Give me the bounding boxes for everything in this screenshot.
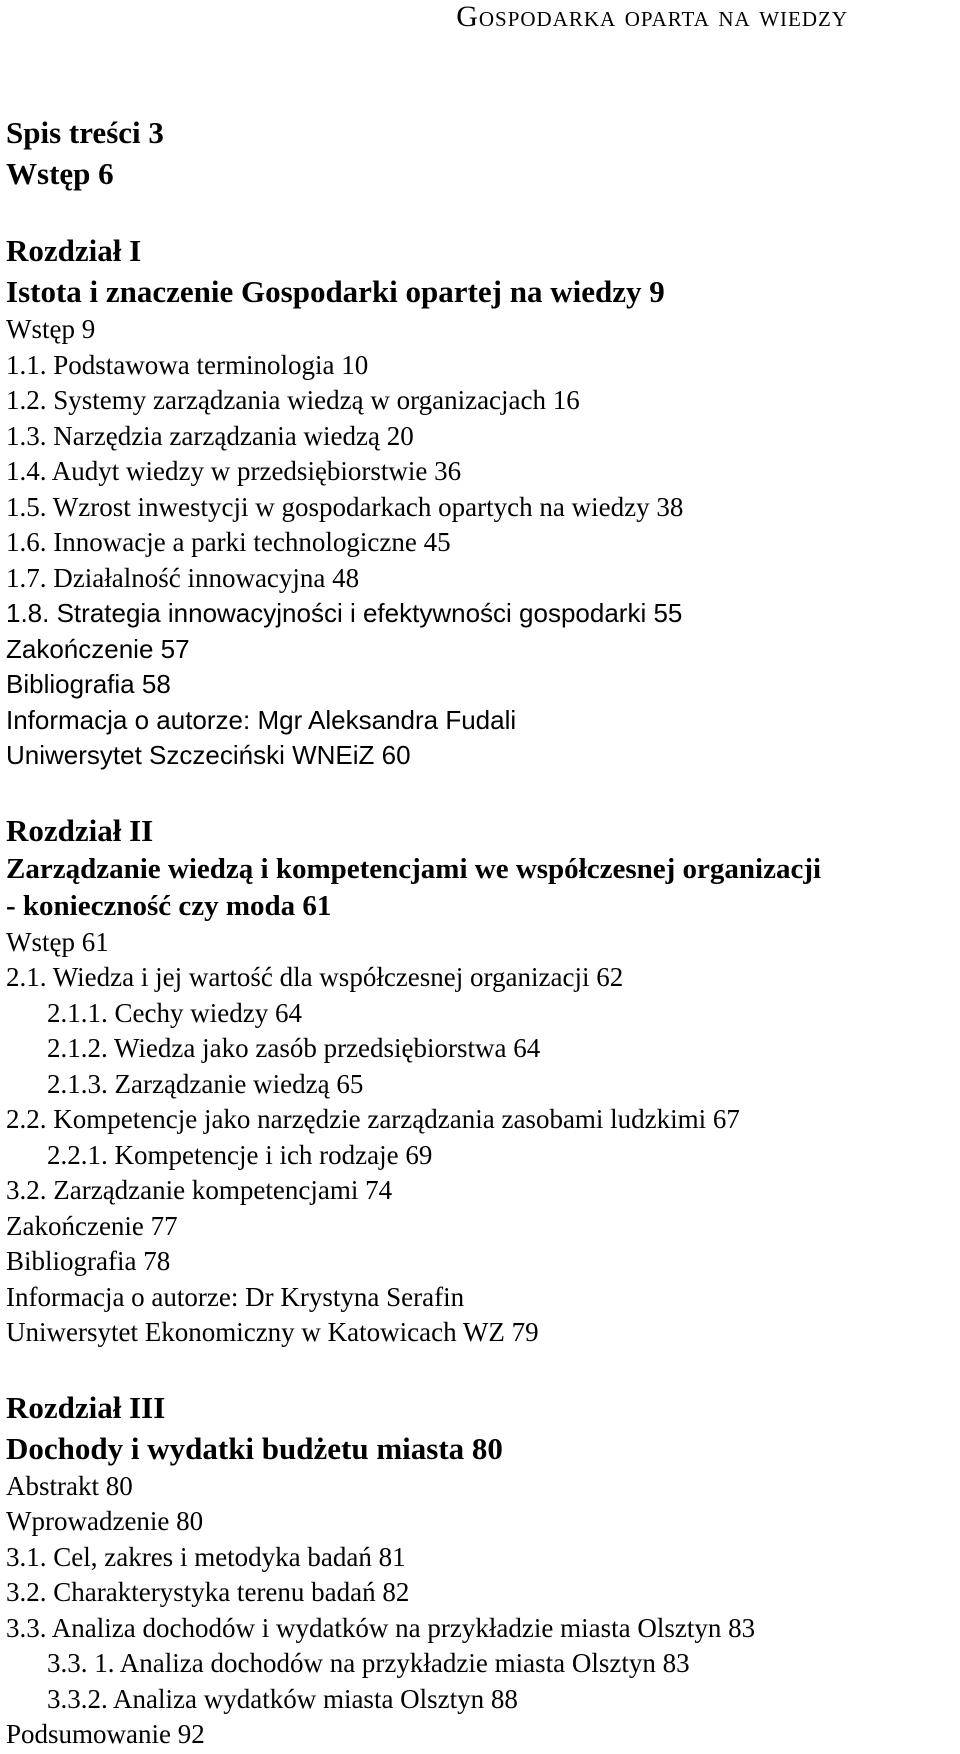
toc-entry[interactable]: 1.4. Audyt wiedzy w przedsiębiorstwie 36 — [6, 456, 462, 486]
chapter-1-title[interactable]: Istota i znaczenie Gospodarki opartej na wiedzy 9 — [6, 274, 665, 309]
toc-entry[interactable]: 1.1. Podstawowa terminologia 10 — [6, 349, 369, 380]
toc-entry[interactable]: Bibliografia 78 — [6, 1246, 171, 1276]
toc-entry[interactable]: Zakończenie 57 — [6, 633, 190, 664]
toc-entry[interactable]: 3.1. Cel, zakres i metodyka badań 81 — [6, 1541, 406, 1572]
toc-entry-introduction[interactable]: Wstęp 6 — [6, 156, 114, 191]
toc-entry[interactable]: 2.1. Wiedza i jej wartość dla współczesnej organizacji 62 — [6, 962, 624, 992]
toc-entry[interactable]: 3.2. Charakterystyka terenu badań 82 — [6, 1577, 410, 1607]
table-of-contents — [6, 112, 954, 1753]
toc-entry[interactable]: 1.7. Działalność innowacyjna 48 — [6, 562, 360, 593]
chapter-3-title[interactable]: Dochody i wydatki budżetu miasta 80 — [6, 1430, 503, 1466]
section-gap — [6, 774, 954, 810]
toc-subentry[interactable]: 3.3.2. Analiza wydatków miasta Olsztyn 88 — [47, 1683, 518, 1714]
toc-entry[interactable]: Informacja o autorze: Mgr Aleksandra Fudali — [6, 704, 517, 735]
section-gap — [6, 1351, 954, 1387]
toc-entry[interactable]: 3.2. Zarządzanie kompetencjami 74 — [6, 1175, 393, 1205]
toc-entry[interactable]: 1.2. Systemy zarządzania wiedzą w organizacjach 16 — [6, 385, 580, 415]
toc-entry[interactable]: Abstrakt 80 — [6, 1470, 133, 1501]
toc-entry[interactable]: Zakończenie 77 — [6, 1210, 178, 1241]
toc-subentry[interactable]: 2.1.3. Zarządzanie wiedzą 65 — [47, 1068, 364, 1099]
toc-entry[interactable]: Wstęp 61 — [6, 926, 109, 957]
toc-entry[interactable]: Wprowadzenie 80 — [6, 1506, 204, 1536]
running-header: Gospodarka oparta na wiedzy — [456, 0, 848, 33]
toc-entry[interactable]: 1.8. Strategia innowacyjności i efektywności gospodarki 55 — [6, 598, 683, 628]
toc-entry[interactable]: 1.6. Innowacje a parki technologiczne 45 — [6, 527, 451, 557]
toc-entry[interactable]: Informacja o autorze: Dr Krystyna Serafin — [6, 1281, 465, 1312]
toc-entry[interactable]: 2.2. Kompetencje jako narzędzie zarządzania zasobami ludzkimi 67 — [6, 1104, 740, 1134]
chapter-2-title-line-1[interactable]: Zarządzanie wiedzą i kompetencjami we współczesnej organizacji — [6, 852, 822, 885]
section-gap — [6, 194, 954, 230]
toc-subentry[interactable]: 2.1.2. Wiedza jako zasób przedsiębiorstwa 64 — [47, 1033, 541, 1063]
toc-entry[interactable]: 3.3. Analiza dochodów i wydatków na przykładzie miasta Olsztyn 83 — [6, 1612, 756, 1643]
toc-subentry[interactable]: 2.1.1. Cechy wiedzy 64 — [47, 997, 302, 1028]
toc-entry[interactable]: Uniwersytet Szczeciński WNEiZ 60 — [6, 740, 411, 770]
chapter-2-title-line-2[interactable]: - konieczność czy moda 61 — [6, 889, 332, 922]
toc-entry[interactable]: Bibliografia 58 — [6, 669, 171, 699]
toc-entry-contents[interactable]: Spis treści 3 — [6, 115, 164, 150]
chapter-2-label[interactable]: Rozdział II — [6, 812, 154, 848]
toc-entry[interactable]: Podsumowanie 92 — [6, 1719, 205, 1749]
toc-subentry[interactable]: 3.3. 1. Analiza dochodów na przykładzie miasta Olsztyn 83 — [47, 1648, 690, 1678]
toc-entry[interactable]: Wstęp 9 — [6, 314, 96, 344]
toc-entry[interactable]: 1.5. Wzrost inwestycji w gospodarkach opartych na wiedzy 38 — [6, 491, 684, 522]
chapter-3-label[interactable]: Rozdział III — [6, 1389, 166, 1425]
toc-entry[interactable]: Uniwersytet Ekonomiczny w Katowicach WZ 79 — [6, 1317, 539, 1347]
toc-subentry[interactable]: 2.2.1. Kompetencje i ich rodzaje 69 — [47, 1139, 433, 1170]
chapter-1-label[interactable]: Rozdział I — [6, 233, 142, 268]
toc-entry[interactable]: 1.3. Narzędzia zarządzania wiedzą 20 — [6, 420, 414, 451]
